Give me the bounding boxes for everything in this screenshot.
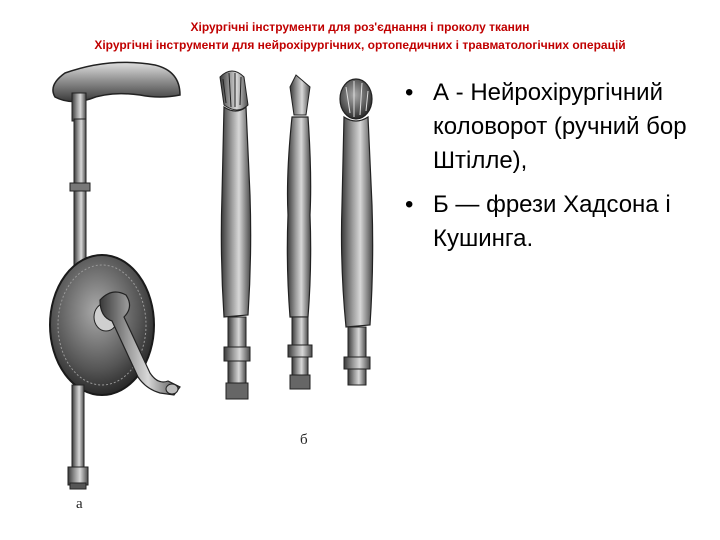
surgical-instruments-illustration [30, 55, 390, 525]
hudson-burr-drawing [220, 71, 251, 399]
stille-brace-drawing [50, 62, 180, 489]
figure-label-a: а [76, 496, 83, 512]
figure-label-b: б [300, 432, 308, 448]
bullet-item-brace [405, 76, 705, 178]
slide-title-line1: Хірургічні інструменти для роз'єднання і проколу тканин [190, 20, 530, 34]
cushing-burr-drawing [340, 79, 373, 385]
bullet-marker: • [405, 79, 414, 106]
bullet-marker: • [405, 191, 414, 218]
bullet-text-brace: А - Нейрохірургічний коловорот (ручний бор Штілле), [433, 79, 687, 174]
flat-drill-drawing [287, 75, 312, 389]
slide-title-line2: Хірургічні інструменти для нейрохірургічних, ортопедичних і травматологічних операцій [94, 38, 626, 52]
bullet-item-burrs [405, 188, 705, 256]
bullet-list [405, 76, 705, 266]
bullet-text-burrs: Б — фрези Хадсона і Кушинга. [433, 191, 671, 252]
